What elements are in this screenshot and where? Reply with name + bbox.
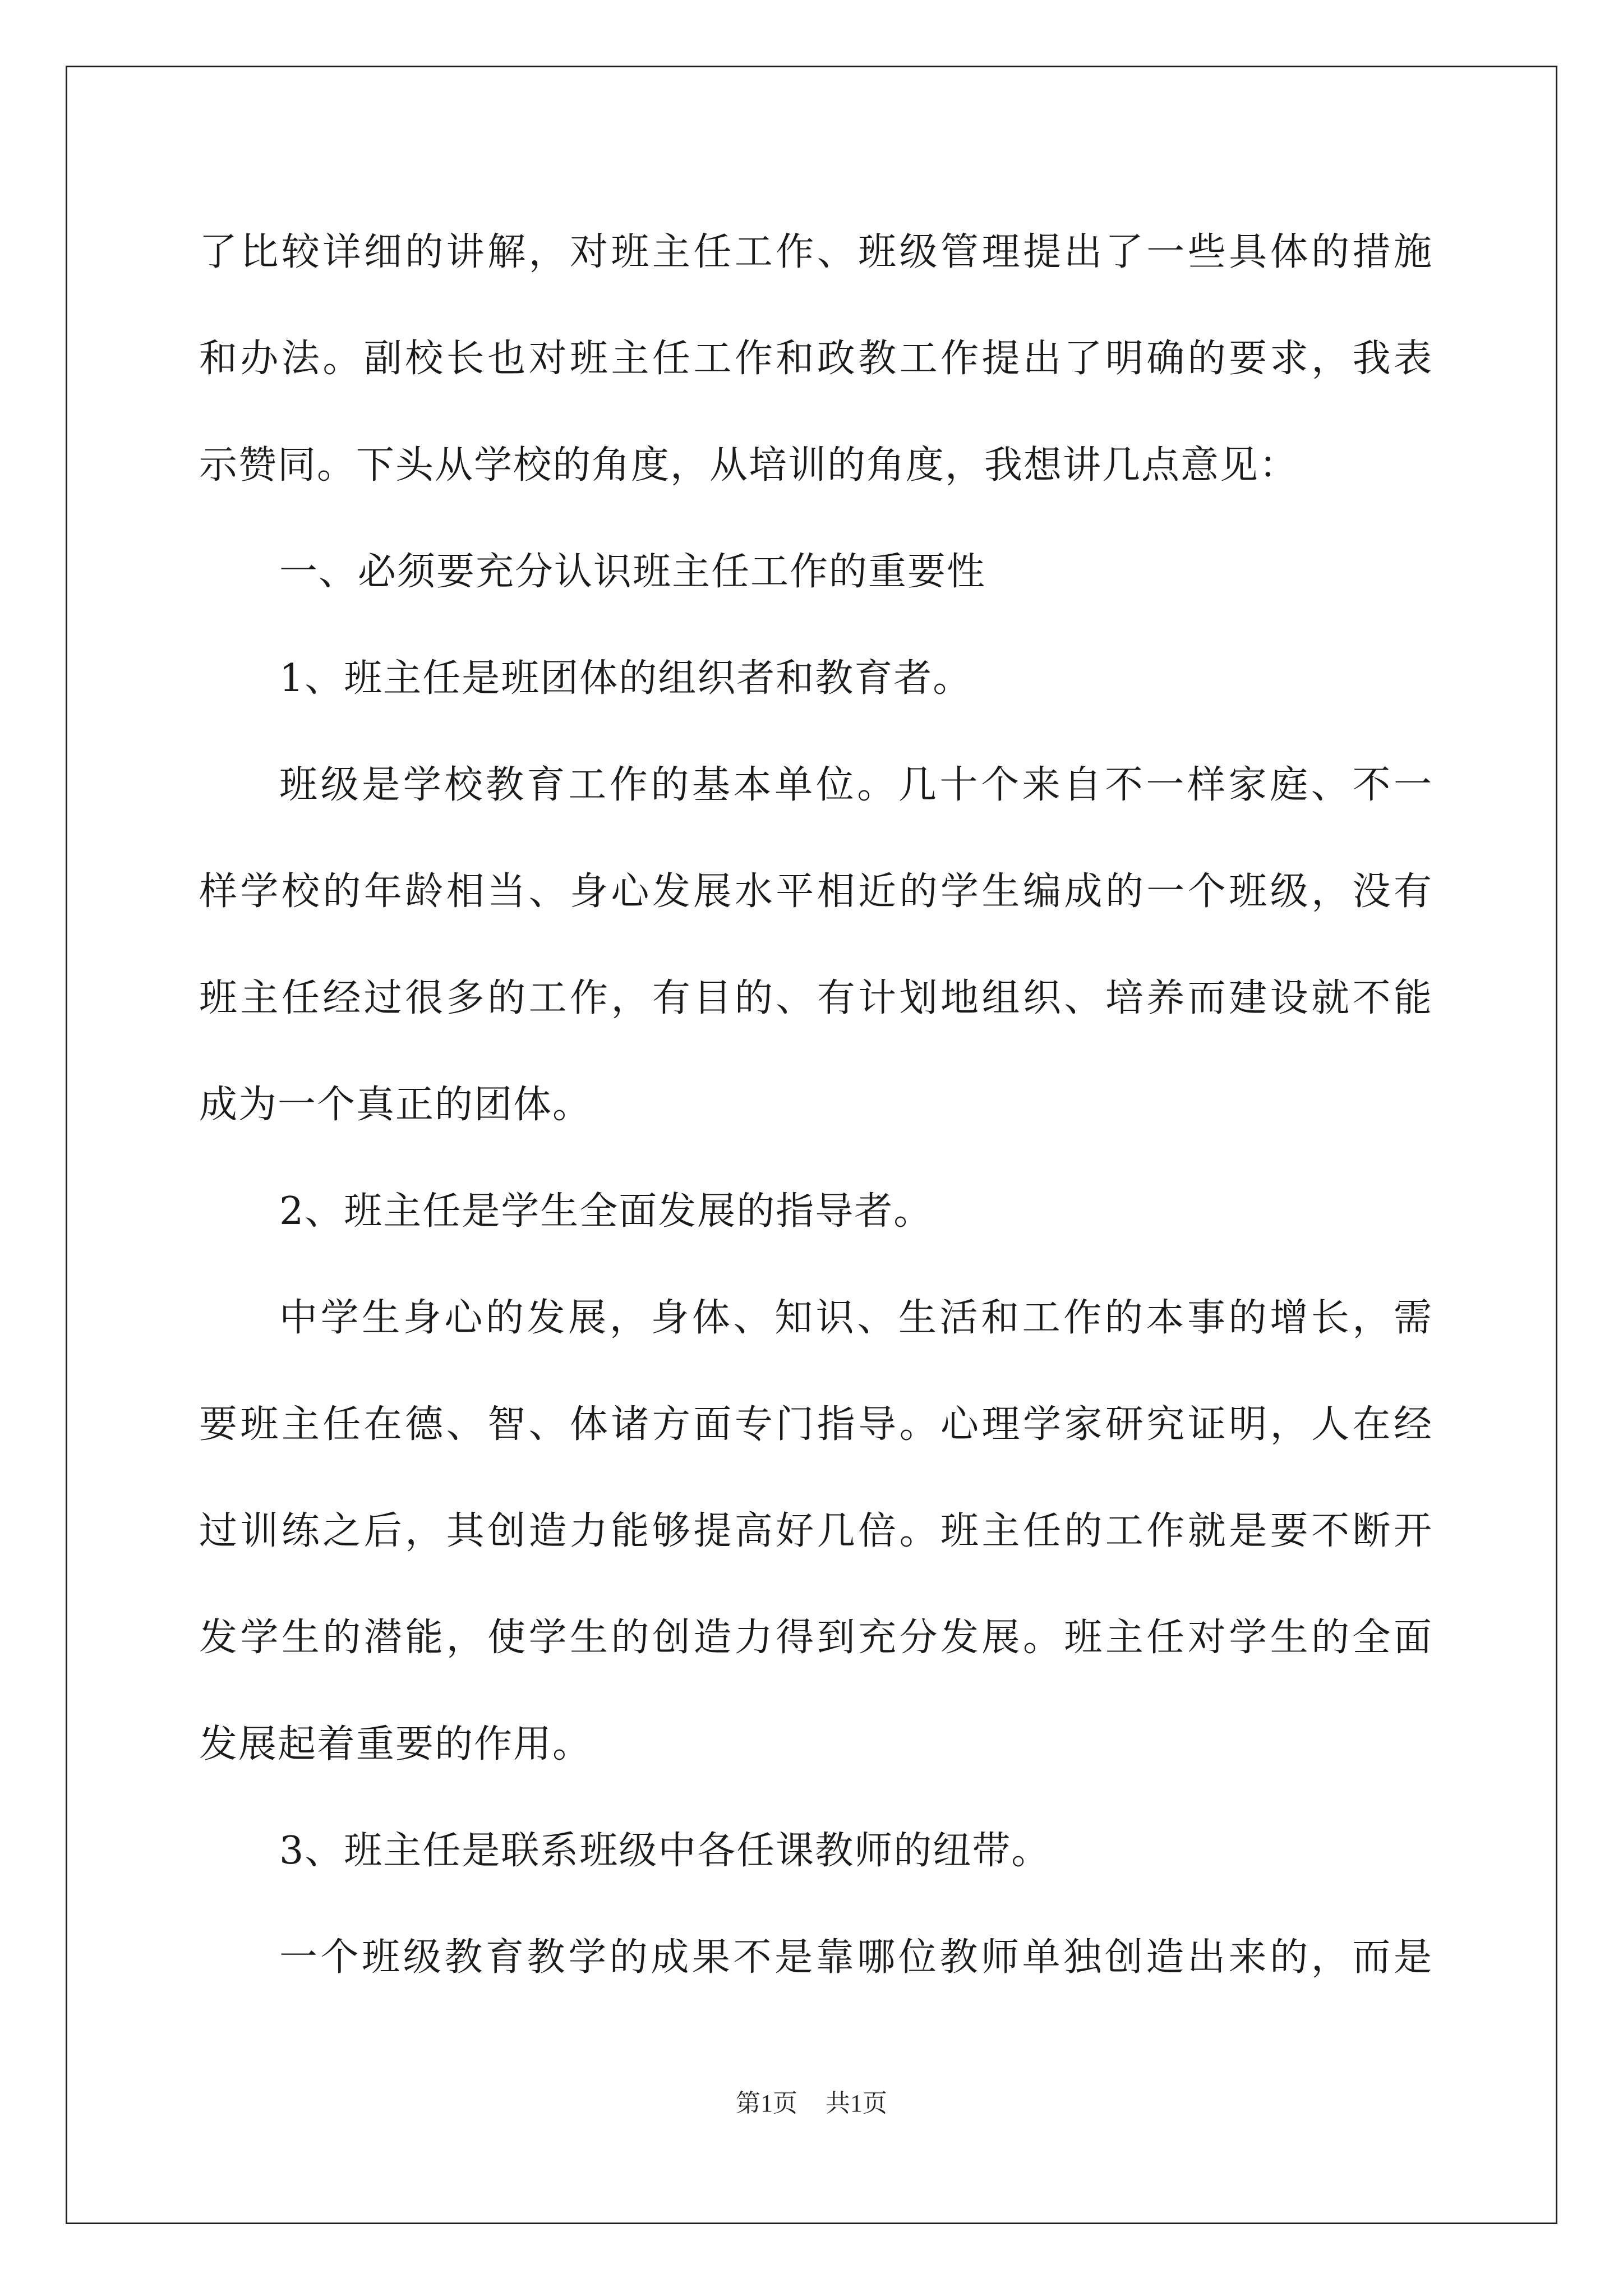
text-line: 一个班级教育教学的成果不是靠哪位教师单独创造出来的，而是 <box>279 1935 1433 1980</box>
section-heading: 一、必须要充分认识班主任工作的重要性 <box>279 550 986 594</box>
text-line: 过训练之后，其创造力能够提高好几倍。班主任的工作就是要不断开 <box>199 1509 1433 1553</box>
text-line: 要班主任在德、智、体诸方面专门指导。心理学家研究证明，人在经 <box>199 1402 1433 1447</box>
subheading: 2、班主任是学生全面发展的指导者。 <box>279 1189 933 1234</box>
text-line: 和办法。副校长也对班主任工作和政教工作提出了明确的要求，我表 <box>199 337 1433 381</box>
text-line: 示赞同。下头从学校的角度，从培训的角度，我想讲几点意见： <box>199 443 1299 487</box>
text-line: 样学校的年龄相当、身心发展水平相近的学生编成的一个班级，没有 <box>199 869 1433 914</box>
page-number: 第1页 <box>736 2090 797 2117</box>
subheading: 3、班主任是联系班级中各任课教师的纽带。 <box>279 1829 1051 1873</box>
subheading: 1、班主任是班团体的组织者和教育者。 <box>279 656 972 701</box>
text-line: 班主任经过很多的工作，有目的、有计划地组织、培养而建设就不能 <box>199 976 1433 1020</box>
text-line: 了比较详细的讲解，对班主任工作、班级管理提出了一些具体的措施 <box>199 230 1433 274</box>
page-footer <box>0 2087 1623 2120</box>
text-line: 成为一个真正的团体。 <box>199 1083 592 1127</box>
text-line: 发展起着重要的作用。 <box>199 1722 592 1766</box>
text-line: 中学生身心的发展，身体、知识、生活和工作的本事的增长，需 <box>279 1296 1433 1340</box>
page-total: 共1页 <box>826 2090 887 2117</box>
text-line: 班级是学校教育工作的基本单位。几十个来自不一样家庭、不一 <box>279 763 1433 807</box>
text-line: 发学生的潜能，使学生的创造力得到充分发展。班主任对学生的全面 <box>199 1616 1433 1660</box>
